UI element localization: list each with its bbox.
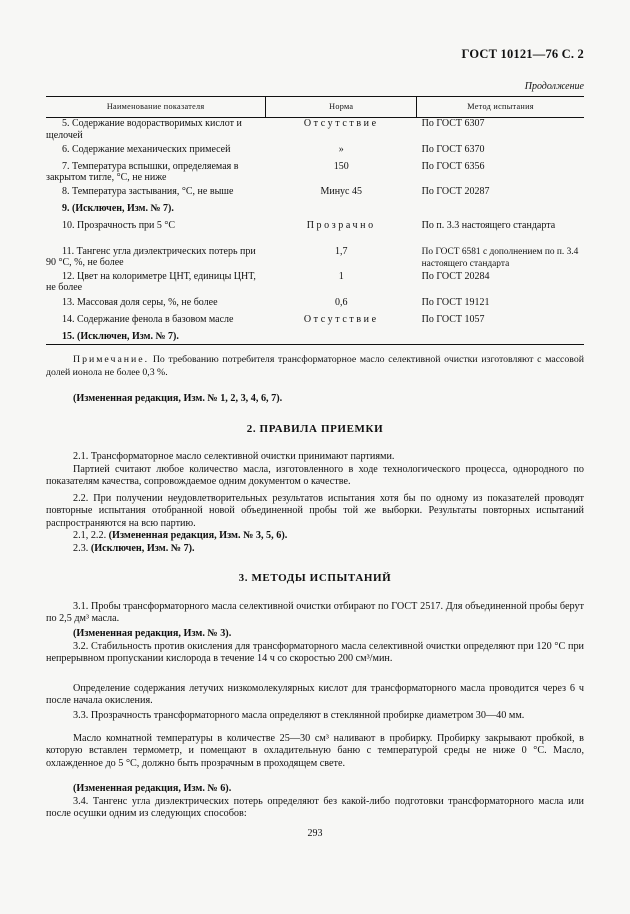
paragraph-3-1-amend: (Измененная редакция, Изм. № 3). — [73, 628, 232, 639]
table-row — [46, 118, 584, 144]
row-norm: 150 — [333, 160, 349, 172]
row-norm: Отсутствие — [303, 118, 379, 129]
row-name: 11. Тангенс угла диэлектрических потерь при 90 °С, %, не более — [46, 245, 256, 268]
row-name: 15. (Исключен, Изм. № 7). — [62, 330, 179, 342]
row-name: 10. Прозрачность при 5 °С — [62, 219, 176, 231]
clause-excluded: (Исключен, Изм. № 7). — [90, 543, 195, 554]
column-header-name: Наименование показателя — [46, 97, 266, 118]
paragraph-2-2: 2.2. При получении неудовлетворительных результатов испытания хотя бы по одному из показателей проводят повторные испытания отобранной новой объединенной пробы той же выборки. Результаты повторных испытаний распространяются на всю партию. — [46, 493, 584, 529]
paragraph-3-3: 3.3. Прозрачность трансформаторного масла определяют в стеклянной пробирке диаметром 30—40 мм. — [73, 710, 525, 721]
paragraph-3-2-acids: Определение содержания летучих низкомолекулярных кислот для трансформаторного масла проводится через 6 ч после начала окисления. — [46, 683, 584, 707]
paragraph-3-3-amend: (Измененная редакция, Изм. № 6). — [73, 783, 232, 794]
paragraph-3-4: 3.4. Тангенс угла диэлектрических потерь определяют без какой-либо подготовки трансформаторного масла или после осушки одним из следующих способов: — [46, 796, 584, 820]
table-row — [46, 314, 584, 331]
paragraph-2-1-batch: Партией считают любое количество масла, изготовленного в ходе технологического процесса, однородного по показателям качества, сопровождаемое одним документом о качестве. — [46, 463, 584, 487]
properties-table — [46, 96, 584, 345]
row-norm: » — [338, 143, 344, 155]
page-header-title: ГОСТ 10121—76 С. 2 — [461, 47, 584, 61]
row-name: 9. (Исключен, Изм. № 7). — [62, 202, 174, 214]
row-name: 14. Содержание фенола в базовом масле — [62, 313, 234, 325]
table-row — [46, 203, 584, 220]
table-header-row — [46, 97, 584, 118]
paragraph-3-2: 3.2. Стабильность против окисления для трансформаторного масла селективной очистки определяют при 120 °С при непрерывном пропускании кислорода в течение 14 ч со скоростью 200 см³/мин. — [46, 641, 584, 665]
row-method: По ГОСТ 1057 — [421, 313, 485, 325]
row-method: По ГОСТ 6307 — [421, 118, 485, 129]
table-row — [46, 297, 584, 314]
paragraph-3-1: 3.1. Пробы трансформаторного масла селективной очистки отбирают по ГОСТ 2517. Для объединенной пробы берут по 2,5 дм³ масла. — [46, 601, 584, 625]
row-method: По ГОСТ 20287 — [421, 185, 490, 197]
row-norm: 1,7 — [334, 245, 348, 257]
row-method: По ГОСТ 6356 — [421, 160, 485, 172]
amend-ref: 2.1, 2.2. — [73, 530, 109, 541]
row-norm: Отсутствие — [303, 313, 379, 325]
table-row — [46, 220, 584, 246]
table-note — [46, 353, 584, 379]
row-name: 13. Массовая доля серы, %, не более — [62, 296, 218, 308]
paragraph-3-3-method: Масло комнатной температуры в количестве 25—30 см³ наливают в пробирку. Пробирку закрывают пробкой, в которую вставлен термометр, и помещают в охладительную баню с температурой среды не ниже 0 °С. Масло, охлажденное до 5 °С, должно быть прозрачным в проходящем свете. — [46, 733, 584, 769]
row-norm: 0,6 — [334, 296, 348, 308]
paragraph-2-amend — [46, 530, 584, 542]
column-header-norm: Норма — [266, 97, 417, 118]
table-row — [46, 144, 584, 161]
row-name: 7. Температура вспышки, определяемая в закрытом тигле, °С, не ниже — [46, 160, 239, 183]
note-text: По требованию потребителя трансформаторное масло селективной очистки изготовляют с массовой долей ионола не более 0,3 %. — [46, 354, 584, 378]
table-row — [46, 161, 584, 186]
amendment-note: (Измененная редакция, Изм. № 1, 2, 3, 4, 6, 7). — [73, 393, 283, 404]
row-method: По ГОСТ 6370 — [421, 143, 485, 155]
column-header-method: Метод испытания — [417, 97, 584, 118]
row-norm: 1 — [338, 270, 344, 282]
paragraph-2-3 — [46, 543, 584, 555]
table-row — [46, 331, 584, 345]
row-name: 5. Содержание водорастворимых кислот и щелочей — [46, 118, 242, 141]
note-label: Примечание. — [73, 354, 150, 365]
row-norm: Минус 45 — [320, 185, 362, 197]
clause-ref: 2.3. — [73, 543, 91, 554]
row-name: 12. Цвет на колориметре ЦНТ, единицы ЦНТ, не более — [46, 270, 256, 293]
row-norm: Прозрачно — [306, 219, 376, 231]
table-row — [46, 186, 584, 203]
paragraph-2-1: 2.1. Трансформаторное масло селективной очистки принимают партиями. — [73, 451, 395, 462]
continuation-label: Продолжение — [524, 81, 584, 92]
row-method: По ГОСТ 19121 — [421, 296, 490, 308]
row-name: 6. Содержание механических примесей — [62, 143, 231, 155]
row-method: По ГОСТ 20284 — [421, 270, 490, 282]
amend-text: (Измененная редакция, Изм. № 3, 5, 6). — [108, 530, 288, 541]
table-row — [46, 271, 584, 297]
section-2-title: 2. ПРАВИЛА ПРИЕМКИ — [246, 423, 384, 435]
section-3-title: 3. МЕТОДЫ ИСПЫТАНИЙ — [238, 572, 392, 584]
row-name: 8. Температура застывания, °С, не выше — [62, 185, 234, 197]
row-method: По ГОСТ 6581 с дополнением по п. 3.4 настоящего стандарта — [421, 246, 579, 269]
table-row — [46, 246, 584, 271]
page-number: 293 — [307, 828, 323, 839]
row-method: По п. 3.3 настоящего стандарта — [421, 219, 556, 231]
